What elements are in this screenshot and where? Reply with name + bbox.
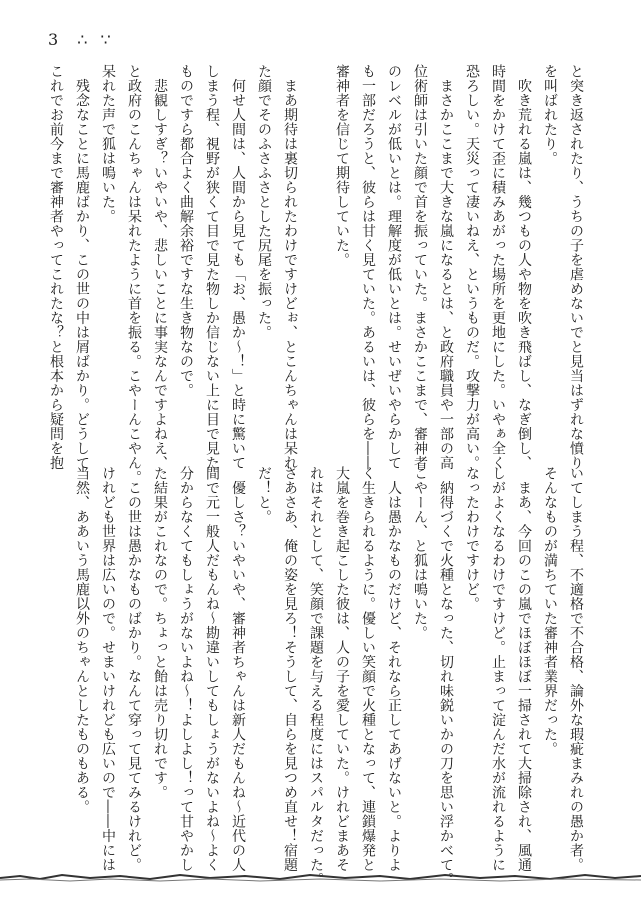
text-line: 審神者を信じて期待していた。 xyxy=(334,64,350,267)
text-line: く生きられるように。優しい笑顔で火種となって、連鎖爆発と xyxy=(360,466,376,872)
text-line: これでお前今まで審神者やってこれたな？と根本から疑問を抱 xyxy=(48,64,64,470)
text-line: けれども世界は広いので。せまいけれども広いので――中には xyxy=(100,466,116,872)
text-line: 大嵐を巻き起こした彼は、人の子を愛していた。けれどまあそ xyxy=(334,466,350,872)
text-line: 悲観しすぎ？いやいや、悲しいことに事実なんですよねえ、 xyxy=(152,64,168,470)
text-line: だ！と。 xyxy=(256,466,272,524)
decorative-marks: ∴ ∵ xyxy=(77,30,115,49)
text-line: なったわけですけど。 xyxy=(464,466,480,611)
text-line: ものですら都合よく曲解余裕ですな生き物なので。 xyxy=(178,64,194,398)
text-line: 分からなくてもしょうがないよね～！よしよし！って甘やかし xyxy=(178,466,194,872)
text-line: 当然、ああいう馬鹿以外のちゃんとしたものもある。 xyxy=(74,466,90,814)
text-line: しがよくなるわけですけど。止まって淀んだ水が流れるように xyxy=(490,466,506,872)
lower-text-block xyxy=(69,466,589,887)
text-line: 優しさ？いやいや、審神者ちゃんは新人だもんね～近代の人 xyxy=(230,466,246,872)
text-line: いてしまう程、不適格で不合格、論外な瑕疵まみれの愚か者。 xyxy=(568,466,584,872)
text-line: この世は愚かなものばかり。なんて穿って見てみるけれど。 xyxy=(126,466,142,872)
text-line: 吹き荒れる嵐は、幾つもの人や物を吹き飛ばし、なぎ倒し、 xyxy=(516,64,532,470)
text-line: と突き返されたり、うちの子を虐めないでと見当はずれな憤り xyxy=(568,64,584,470)
text-line: た顔でそのふさふさとした尻尾を振った。 xyxy=(256,64,272,340)
text-line: さあさあ、俺の姿を見ろ！そうして、自らを見つめ直せ！宿題 xyxy=(282,466,298,872)
text-line: 納得づくで火種となった、切れ味鋭いかの刀を思い浮かべて。 xyxy=(438,466,454,887)
text-line: そんなものが満ちていた審神者業界だった。 xyxy=(542,466,558,756)
torn-page-edge xyxy=(0,870,641,884)
text-line: まあ期待は裏切られたわけですけどぉ、とこんちゃんは呆れ xyxy=(282,64,298,470)
upper-text-block xyxy=(43,64,589,485)
text-line: 位術師は引いた顔で首を振っていた。まさかここまで、審神者 xyxy=(412,64,428,470)
text-line: た結果がこれなので。ちょっと飴は売り切れです。 xyxy=(152,466,168,800)
text-line: 人は愚かなものだけど、それなら正してあげないと。よりよ xyxy=(386,466,402,872)
text-line: れはそれとして、笑顔で課題を与える程度にはスパルタだった。 xyxy=(308,466,324,887)
text-line: と政府のこんちゃんは呆れたように首を振る。こやーんこやん。 xyxy=(126,64,142,485)
text-line: 間で元一般人だもんね～勘違いしてもしょうがないよね～よく xyxy=(204,466,220,872)
text-line: 何せ人間は、人間から見ても「お、愚か～！」と時に驚いて xyxy=(230,64,246,470)
text-line xyxy=(303,64,329,464)
text-line: まあ、今回のこの嵐でほぼほぼ一掃されて大掃除され、風通 xyxy=(516,466,532,872)
page-header xyxy=(48,30,115,49)
text-line: 呆れた声で狐は鳴いた。 xyxy=(100,64,116,224)
text-line: のレベルが低いとは。理解度が低いとは。せいぜいやらかして xyxy=(386,64,402,470)
text-line: 恐ろしい。天災って凄いねえ、というものだ。攻撃力が高い。 xyxy=(464,64,480,470)
text-line: を叫ばれたり。 xyxy=(542,64,558,166)
text-line: しまう程、視野が狭くて目で見た物しか信じない上に目で見た xyxy=(204,64,220,470)
text-line: 時間をかけて歪に積みあがった場所を更地にした。いやぁ全く xyxy=(490,64,506,470)
text-line: まさかここまで大きな嵐になるとは、と政府職員や一部の高 xyxy=(438,64,454,470)
page-number: 3 xyxy=(48,30,63,49)
text-line: こやーん、と狐は鳴いた。 xyxy=(412,466,428,640)
text-line: も一部だろうと、彼らは甘く見ていた。あるいは、彼らを―― xyxy=(360,64,376,470)
text-line: 残念なことに馬鹿ばかり、この世の中は屑ばかり。どうして xyxy=(74,64,90,470)
